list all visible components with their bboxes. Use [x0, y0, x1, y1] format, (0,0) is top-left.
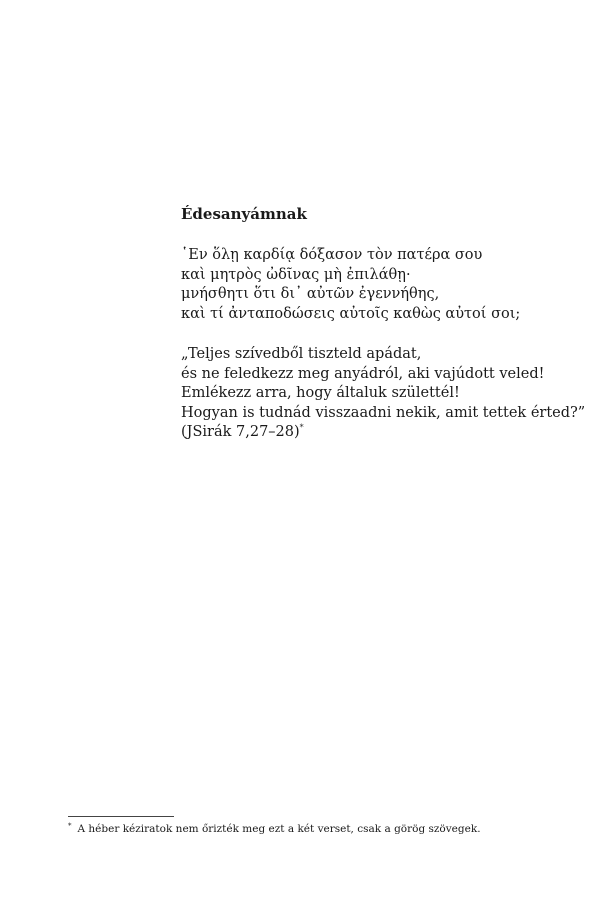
greek-line: καὶ τί ἀνταποδώσεις αὐτοῖς καθὼς αὐτοί σοι;: [181, 305, 521, 322]
footnote-text: A héber kéziratok nem őrizték meg ezt a két verset, csak a görög szövegek.: [77, 823, 481, 835]
footnote-divider: [68, 816, 174, 817]
citation-line: [181, 423, 585, 443]
hungarian-line: és ne feledkezz meg anyádról, aki vajúdott veled!: [181, 365, 545, 382]
hungarian-line: Hogyan is tudnád visszaadni nekik, amit tettek érted?”: [181, 404, 586, 421]
greek-line: καὶ μητρὸς ὠδῖνας μὴ ἐπιλάθῃ·: [181, 266, 411, 283]
hungarian-verse: [181, 345, 585, 443]
footnote: [68, 822, 481, 836]
page-title: Édesanyámnak: [181, 205, 307, 223]
greek-line: ῾Εν ὅλῃ καρδίᾳ δόξασον τὸν πατέρα σου: [181, 247, 483, 263]
footnote-marker: *: [68, 821, 72, 830]
hungarian-line: „Teljes szívedből tiszteld apádat,: [181, 346, 422, 362]
greek-verse: [181, 246, 520, 324]
footnote-reference[interactable]: *: [299, 423, 304, 433]
hungarian-line: Emlékezz arra, hogy általuk születtél!: [181, 385, 460, 401]
greek-line: μνήσθητι ὅτι δι᾽ αὐτῶν ἐγεννήθης,: [181, 286, 440, 302]
citation: (JSirák 7,27–28): [181, 424, 300, 440]
